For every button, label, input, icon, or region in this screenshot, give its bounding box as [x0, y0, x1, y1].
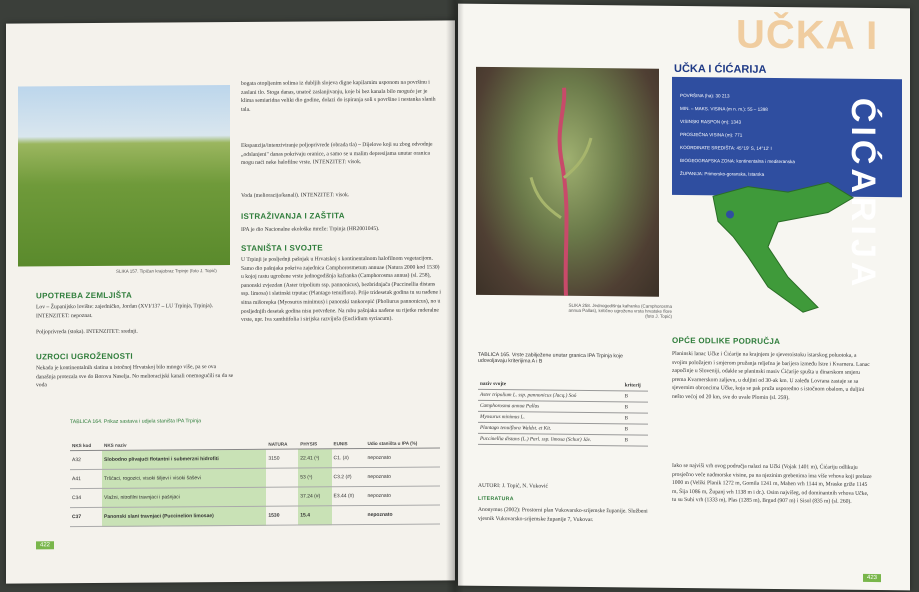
photo-caption: SLIKA 157. Tipičan krajobraz Trpinje (foto J. Topić)	[116, 268, 217, 274]
croatia-map	[708, 176, 858, 318]
cell	[266, 487, 298, 506]
info-box-title: UČKA I ĆIĆARIJA	[674, 62, 767, 76]
threats-text: Nekada je kontinentalnih slatina u istočnoj Hrvatskoj bilo mnogo više, pa se ova današnja protezala sve do Borova Naselja. No melioracijski kanali onemogućili su da se voda	[36, 364, 234, 389]
cell: 53 (ⁿ)	[298, 468, 331, 487]
cell: nepoznato	[366, 448, 440, 468]
table-caption: TABLICA 164. Prikaz sastava i udjela staništa IPA Trpinja	[70, 418, 201, 426]
habitat-table	[70, 439, 440, 528]
plant-caption: SLIKA 258. Jednogodišnja kafranka (Camphorosma annua Pallas), kritično ugrožena vrsta hrvatske flore (foto J. Topić)	[568, 302, 672, 319]
cell	[332, 506, 366, 525]
cell: Aster tripolium L. ssp. pannonicus (Jacq.) Soó	[478, 389, 623, 402]
species-table	[478, 379, 648, 447]
th-taxon: naziv svojte	[478, 379, 623, 391]
page-title: UČKA I	[736, 12, 879, 59]
table-row	[478, 433, 648, 446]
table-row	[70, 448, 440, 470]
col2-p1: bogata otopljenim solima iz dubljih slojeva digne kapilarnim usponom na površinu i zaslani tlo. Stoga danas, unatoč zaslanjivanju, koje bi bez kanala bilo moguće jer je klima semiaridna veliki dio godine, dolazi do ispiranja soli s površine i nestanka slanih tala.	[241, 79, 436, 113]
th-eunis: EUNIS	[332, 439, 366, 449]
general-features-p2: Iako se najviši vrh ovog područja nalazi na Učki (Vojak 1401 m), Ćićariju odlikuju prosječno veće nadmorske visine, pa na njezinim grebenima ima više vrhova koji prelaze 1000 m (Veliki Planik 1272 m, Gomila 1241 m, Mahen vrh 1144 m, Mraske griže 1145 m, Šija 1086 m, Županj vrh 1138 m i dr.). Osim najvišeg, od dominantnih vrhova Učke, tu su Suhi vrh (1333 m), Plas (1285 m), Brgud (907 m) i Sisol (835 m) (sl. 260).	[672, 462, 872, 506]
cell: Plantago tenuiflora Waldst. et Kit.	[478, 422, 623, 435]
cell: Puccinellia distans (L.) Parl. ssp. limosa (Schur) Jáv.	[478, 433, 623, 446]
cell: B	[623, 413, 648, 424]
cell: A41	[70, 469, 102, 488]
info-area: POVRŠINA (ha): 30 213	[680, 92, 730, 99]
vertical-title: ĆIĆARIJA	[844, 97, 882, 291]
cell: Tršćaci, rogozici, visoki šiljevi i visoki šaševi	[102, 468, 266, 488]
cell: nepoznato	[366, 486, 440, 506]
left-page	[6, 20, 455, 583]
th-criterion: kriterij	[623, 380, 648, 391]
agriculture-text: Poljoprivreda (stoka). INTENZITET: srednji.	[36, 328, 138, 336]
info-biogeo-zone: BIOGEOGRAFSKA ZONA: kontinentalna i mediteranska	[680, 157, 795, 165]
book-gutter	[446, 0, 464, 592]
heading-general-features: OPĆE ODLIKE PODRUČJA	[672, 335, 781, 347]
authors: AUTORI: J. Topić, N. Vuković	[478, 482, 548, 490]
cell: Camphorosma annua Pallas	[478, 400, 623, 413]
land-use-text: Lov – Županijsko lovište: zajedničko, Jordan (XVI/137 – LU Trpinja, Trpinja). INTENZITET: nepoznat.	[36, 303, 213, 319]
cell: Myosurus minimus L.	[478, 411, 623, 424]
table-row	[70, 486, 440, 508]
info-county: ŽUPANIJA: Primorsko-goranska, Istarska	[680, 170, 765, 177]
cell: C3.2 (#)	[332, 468, 366, 487]
cell: 1530	[266, 506, 298, 525]
info-coordinates: KOORDINATE SREDIŠTA: 45°19' S, 14°12' I	[680, 144, 772, 151]
cell: C34	[70, 488, 102, 507]
heading-threats: UZROCI UGROŽENOSTI	[36, 351, 133, 362]
table-row	[70, 467, 440, 489]
cell: 3150	[266, 449, 298, 468]
cell: nepoznato	[366, 467, 440, 487]
th-natura: NATURA	[266, 440, 298, 450]
info-avg-altitude: PROSJEČNA VISINA (m): 771	[680, 131, 743, 138]
plant-stem-illustration	[476, 67, 659, 297]
species-table-caption: TABLICA 165. Vrste zabilježene unutar granica IPA Trpinja koje udovoljavaju kriterijima A i B	[478, 351, 623, 365]
cell: 37.24 (#)	[298, 487, 331, 506]
table-row	[70, 505, 440, 527]
landscape-photo	[18, 85, 230, 266]
cell: B	[623, 402, 648, 413]
th-nks-kod: NKS kod	[70, 441, 102, 451]
info-altitude-span: VISINSKI RASPON (m): 1343	[680, 118, 742, 125]
literature-text: Anonymus (2002): Prostorni plan Vukovarsko-srijemske županije. Službeni vjesnik Vukovarsko-srijemske županije 7, Vukovar.	[478, 506, 648, 523]
heading-land-use: UPOTREBA ZEMLJIŠTA	[36, 290, 133, 301]
general-features-p1: Planinski lanac Učke i Ćićarije na krajnjem je sjeveroistoku istarskog poluotoka, a svojim položajem i smjerom pružanja reljefna je barijera između Istre i Kvarnera. Lanac započinje u Sloveniji, odakle se planinski masiv Ćićarije spušta u dinarskom smjeru prema Kvarnerskom zaljevu, u duljini od 30-ak km. U zaleđu Lovrana zastaje se sa sjevernim obroncima Učke, koja se pak pruža usporedno s istočnom obalom, u duljini nešto većoj od 20 km, sve do uvale Plomin (sl. 259).	[672, 350, 870, 402]
cell: A32	[70, 450, 102, 469]
col2-p2: Ekspanzija/intenziviranje poljoprivrede (obrada tla) – Dijelove koji su zbog odvodnje „odslanjeni" danas pokrivaju oranice, a samo se u malim depresijama unutar oranica mogu naći neke halofilne vrste. INTENZITET: visok.	[241, 141, 433, 167]
col2-p5: U Trpinji je posljednji pašnjak u Hrvatskoj s kontinentalnom halofilnom vegetacijom. Samo dio pašnjaka pokriva zajednica Camphorosmetum annuae (Natura 2000 kod 1530) u kojoj rastu ugrožene vrste jednogodišnja kafranka (Camphorosma annua) (sl. 258), panonski zvjezdan (Aster tripolium ssp. pannonicus), bezbridnjača (Puccinellia distans ssp. limosa) i slatinski trputac (Plantago tenuiflora). Prije tridesetak godina tu su nađene i sitna mišorepka (Myosurus minimus) i panonski tankorepić (Pholiurus pannonicus), no u posljednjih desetak godina nisu potvrđene. Na rubu pašnjaka nađene su rijetke ruderalne vrste, npr. Iva xanthiifolia i sirijska razvijuša (Euclidium syriacum).	[241, 255, 441, 324]
cell: Vlažni, nitrofilni travnjaci i pašnjaci	[102, 487, 266, 507]
cell: nepoznato	[366, 505, 440, 525]
cell: Panonski slani travnjaci (Puccinelion limosae)	[102, 506, 266, 526]
th-udio: Udio staništa u IPA (%)	[366, 439, 440, 449]
plant-photo	[476, 67, 659, 297]
cell: E3.44 (#)	[332, 487, 366, 506]
th-nks-naziv: NKS naziv	[102, 440, 266, 451]
col2-p4: IPA je dio Nacionalne ekološke mreže: Trpinja (HR2001045).	[241, 225, 380, 233]
heading-habitats: STANIŠTA I SVOJTE	[241, 243, 323, 253]
cell: B	[623, 435, 648, 446]
page-number-right: 423	[863, 574, 881, 582]
heading-research: ISTRAŽIVANJA I ZAŠTITA	[241, 211, 345, 221]
literature-heading: LITERATURA	[478, 495, 514, 503]
cell: C1. (#)	[332, 449, 366, 468]
page-number-left: 422	[36, 541, 54, 549]
cell: B	[623, 424, 648, 435]
info-altitude-range: MIN. – MAKS. VISINA (m n. m.): 55 – 1398	[680, 105, 768, 112]
cell: B	[623, 391, 648, 402]
cell: C37	[70, 507, 102, 526]
right-page	[458, 4, 910, 591]
cell	[266, 468, 298, 487]
cell: 22.41 (ⁿ)	[298, 449, 331, 468]
th-physis: PHYSIS	[298, 439, 331, 449]
cell: 15.4	[298, 506, 331, 525]
col2-p3: Voda (melioracija/kanali). INTENZITET: visok.	[241, 192, 350, 199]
cell: Slobodno plivajući flotantni i submerzni hidrofiti	[102, 449, 266, 469]
